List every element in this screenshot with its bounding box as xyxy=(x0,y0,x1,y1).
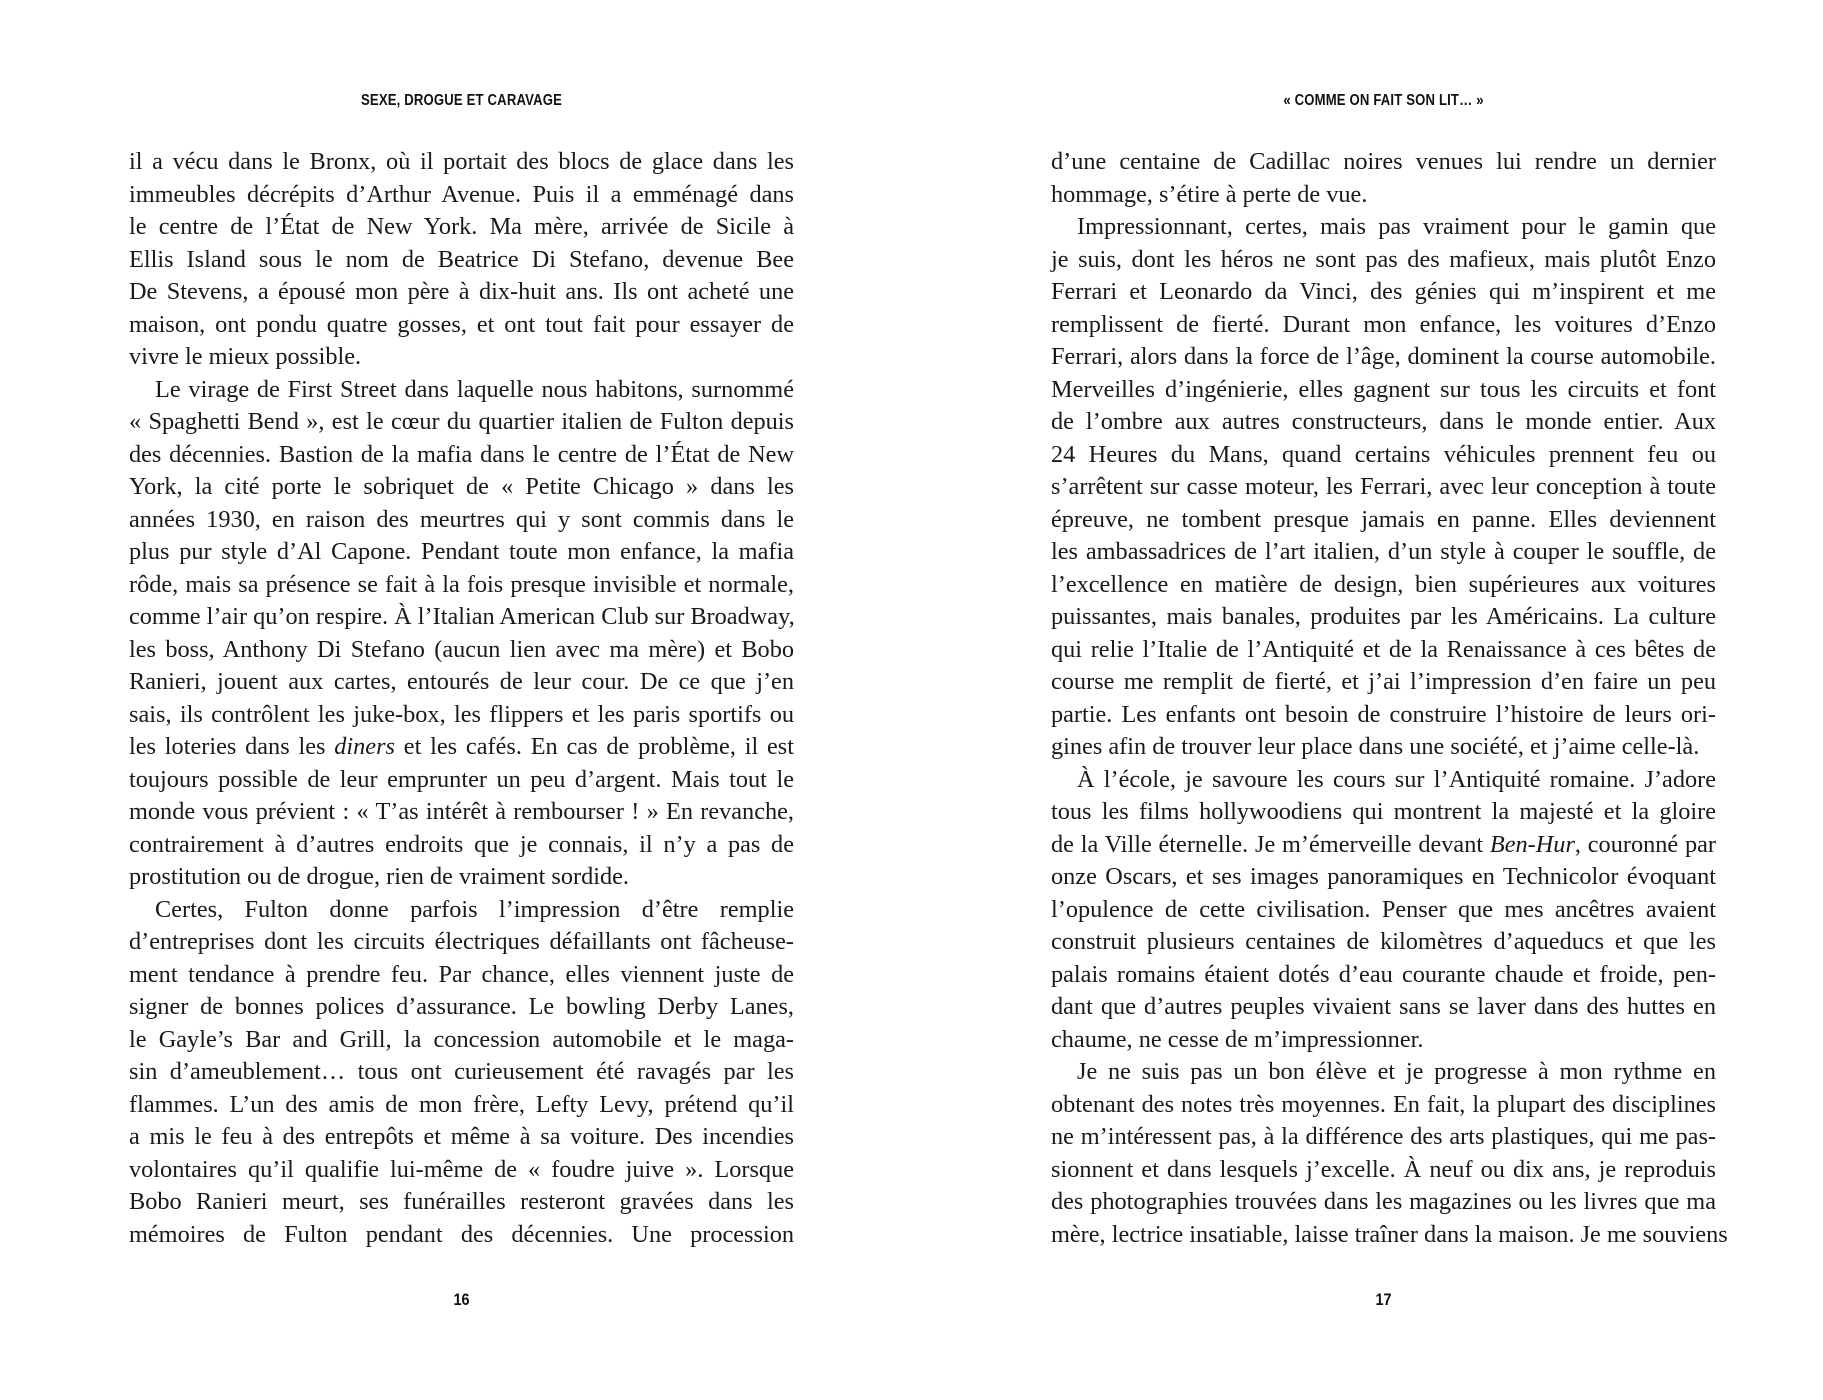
text-line: construit plusieurs centaines de kilomètres d’aqueducs et que les xyxy=(1051,928,1716,955)
text-line: dant que d’autres peuples vivaient sans se laver dans des huttes en xyxy=(1051,993,1716,1020)
text-line: Le virage de First Street dans laquelle nous habitons, surnommé xyxy=(155,375,794,403)
text-line: flammes. L’un des amis de mon frère, Lefty Levy, prétend qu’il xyxy=(129,1090,794,1118)
text-line: épreuve, ne tombent presque jamais en panne. Elles deviennent xyxy=(1051,505,1716,533)
text-line: Ranieri, jouent aux cartes, entourés de leur cour. De ce que j’en xyxy=(129,668,794,695)
text-line: mère, lectrice insatiable, laisse traîner dans la maison. Je me souviens xyxy=(1051,1220,1728,1248)
text-line: Impressionnant, certes, mais pas vraiment pour le gamin que xyxy=(1077,213,1716,240)
text-line: s’arrêtent sur casse moteur, les Ferrari, avec leur conception à toute xyxy=(1051,473,1716,500)
page-number: 17 xyxy=(1375,1290,1392,1309)
text-line: Je ne suis pas un bon élève et je progresse à mon rythme en xyxy=(1077,1058,1716,1085)
text-line: mémoires de Fulton pendant des décennies. Une procession xyxy=(129,1220,794,1248)
text-line: York, la cité porte le sobriquet de « Petite Chicago » dans les xyxy=(129,473,794,500)
text-line: d’une centaine de Cadillac noires venues lui rendre un dernier xyxy=(1051,148,1716,175)
text-line: course me remplit de fierté, et j’ai l’impression d’en faire un peu xyxy=(1051,668,1716,695)
text-line: sin d’ameublement… tous ont curieusement été ravagés par les xyxy=(129,1058,794,1085)
text-line: les loteries dans les diners et les cafés. En cas de problème, il est xyxy=(129,733,794,760)
text-line: toujours possible de leur emprunter un peu d’argent. Mais tout le xyxy=(129,765,794,793)
text-line: 24 Heures du Mans, quand certains véhicules prennent feu ou xyxy=(1051,440,1716,468)
text-line: partie. Les enfants ont besoin de construire l’histoire de leurs ori- xyxy=(1051,700,1716,728)
text-line: tous les films hollywoodiens qui montrent la majesté et la gloire xyxy=(1051,798,1716,825)
text-line: prostitution ou de drogue, rien de vraiment sordide. xyxy=(129,863,629,890)
text-line: les ambassadrices de l’art italien, d’un style à couper le souffle, de xyxy=(1051,538,1716,565)
text-line: signer de bonnes polices d’assurance. Le bowling Derby Lanes, xyxy=(129,993,794,1020)
page-number: 16 xyxy=(453,1290,470,1309)
text-line: À l’école, je savoure les cours sur l’Antiquité romaine. J’adore xyxy=(1077,765,1716,793)
text-line: années 1930, en raison des meurtres qui y sont commis dans le xyxy=(129,505,794,533)
right-page xyxy=(1051,0,1728,1400)
text-line: rôde, mais sa présence se fait à la fois presque invisible et normale, xyxy=(129,570,794,598)
text-line: Ferrari et Leonardo da Vinci, des génies qui m’inspirent et me xyxy=(1051,278,1716,305)
text-line: les boss, Anthony Di Stefano (aucun lien avec ma mère) et Bobo xyxy=(129,635,794,663)
text-line: je suis, dont les héros ne sont pas des mafieux, mais plutôt Enzo xyxy=(1051,245,1716,273)
text-line: Bobo Ranieri meurt, ses funérailles resteront gravées dans les xyxy=(129,1188,794,1215)
text-line: le centre de l’État de New York. Ma mère, arrivée de Sicile à xyxy=(129,213,794,240)
text-line: de l’ombre aux autres constructeurs, dans le monde entier. Aux xyxy=(1051,408,1716,435)
text-line: a mis le feu à des entrepôts et même à sa voiture. Des incendies xyxy=(129,1123,794,1150)
text-line: des décennies. Bastion de la mafia dans le centre de l’État de New xyxy=(129,440,794,468)
text-line: de la Ville éternelle. Je m’émerveille devant Ben-Hur, couronné par xyxy=(1051,830,1716,858)
text-line: Merveilles d’ingénierie, elles gagnent sur tous les circuits et font xyxy=(1051,375,1716,403)
text-line: puissantes, mais banales, produites par les Américains. La culture xyxy=(1051,603,1716,630)
text-line: qui relie l’Italie de l’Antiquité et de la Renaissance à ces bêtes de xyxy=(1051,635,1716,663)
running-head: « COMME ON FAIT SON LIT… » xyxy=(1283,92,1484,109)
text-line: monde vous prévient : « T’as intérêt à rembourser ! » En revanche, xyxy=(129,798,794,825)
text-line: Ellis Island sous le nom de Beatrice Di Stefano, devenue Bee xyxy=(129,245,794,273)
text-line: ne m’intéressent pas, à la différence des arts plastiques, qui me pas- xyxy=(1051,1123,1716,1150)
text-line: obtenant des notes très moyennes. En fait, la plupart des disciplines xyxy=(1051,1090,1716,1118)
text-line: palais romains étaient dotés d’eau courante chaude et froide, pen- xyxy=(1051,960,1716,988)
text-line: volontaires qu’il qualifie lui-même de « foudre juive ». Lorsque xyxy=(129,1155,794,1183)
body-text xyxy=(1051,146,1728,1251)
text-line: Certes, Fulton donne parfois l’impression d’être remplie xyxy=(155,895,794,923)
text-line: ment tendance à prendre feu. Par chance, elles viennent juste de xyxy=(129,960,794,988)
text-line: sais, ils contrôlent les juke-box, les flippers et les paris sportifs ou xyxy=(129,700,794,728)
text-line: d’entreprises dont les circuits électriques défaillants ont fâcheuse- xyxy=(129,928,794,955)
body-text xyxy=(129,146,794,1251)
text-line: des photographies trouvées dans les magazines ou les livres que ma xyxy=(1051,1188,1716,1215)
text-line: remplissent de fierté. Durant mon enfance, les voitures d’Enzo xyxy=(1051,310,1716,338)
text-line: contrairement à d’autres endroits que je connais, il n’y a pas de xyxy=(129,830,794,858)
text-line: maison, ont pondu quatre gosses, et ont tout fait pour essayer de xyxy=(129,310,794,338)
running-head: SEXE, DROGUE ET CARAVAGE xyxy=(360,92,563,109)
text-line: immeubles décrépits d’Arthur Avenue. Puis il a emménagé dans xyxy=(129,180,794,208)
left-page xyxy=(129,0,794,1400)
text-line: l’excellence en matière de design, bien supérieures aux voitures xyxy=(1051,570,1716,598)
text-line: il a vécu dans le Bronx, où il portait des blocs de glace dans les xyxy=(129,148,794,175)
text-line: onze Oscars, et ses images panoramiques en Technicolor évoquant xyxy=(1051,863,1716,890)
text-line: hommage, s’étire à perte de vue. xyxy=(1051,180,1368,208)
text-line: « Spaghetti Bend », est le cœur du quartier italien de Fulton depuis xyxy=(129,408,794,435)
text-line: Ferrari, alors dans la force de l’âge, dominent la course automobile. xyxy=(1051,343,1716,370)
text-line: chaume, ne cesse de m’impressionner. xyxy=(1051,1025,1424,1053)
text-line: De Stevens, a épousé mon père à dix-huit ans. Ils ont acheté une xyxy=(129,278,794,305)
text-line: plus pur style d’Al Capone. Pendant toute mon enfance, la mafia xyxy=(129,538,794,565)
text-line: comme l’air qu’on respire. À l’Italian American Club sur Broadway, xyxy=(129,603,795,630)
text-line: le Gayle’s Bar and Grill, la concession automobile et le maga- xyxy=(129,1025,794,1053)
text-line: vivre le mieux possible. xyxy=(129,343,362,370)
text-line: sionnent et dans lesquels j’excelle. À neuf ou dix ans, je reproduis xyxy=(1051,1155,1716,1183)
text-line: gines afin de trouver leur place dans une société, et j’aime celle-là. xyxy=(1051,733,1700,760)
text-line: l’opulence de cette civilisation. Penser que mes ancêtres avaient xyxy=(1051,895,1716,923)
